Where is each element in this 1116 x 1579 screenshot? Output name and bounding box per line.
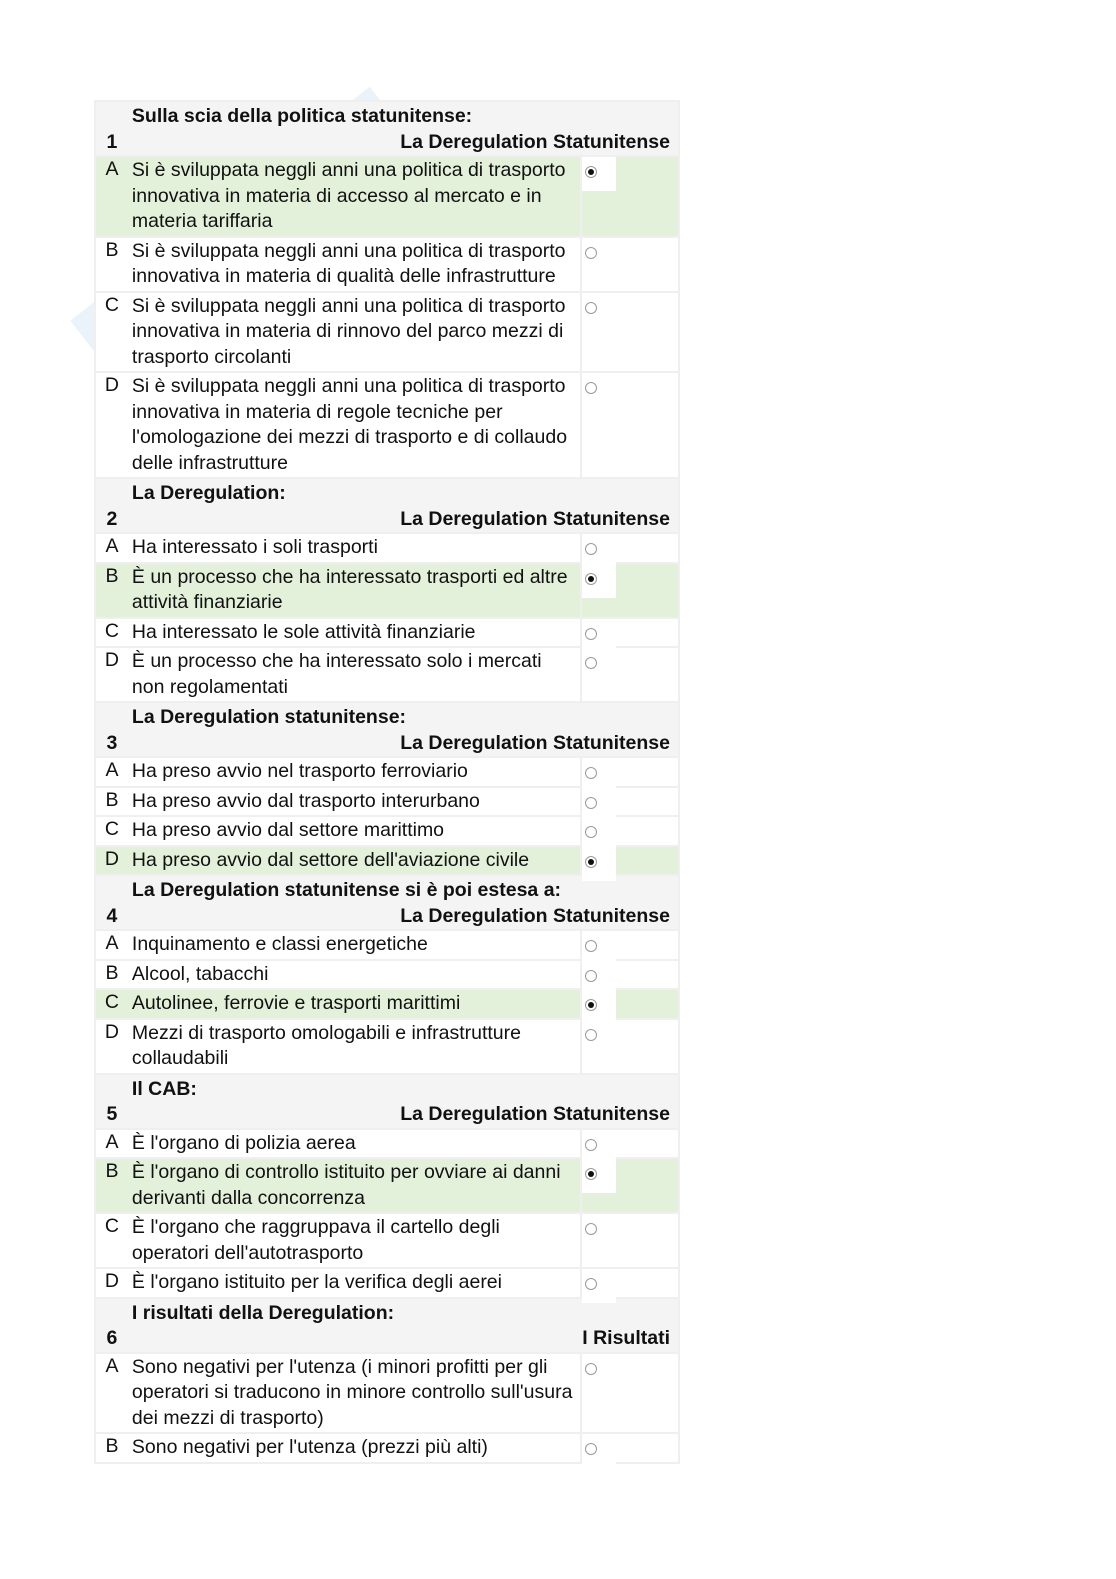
answer-letter: A bbox=[96, 1354, 128, 1433]
answer-row bbox=[96, 961, 678, 989]
radio-box bbox=[582, 373, 616, 407]
answer-row bbox=[96, 534, 678, 562]
answer-row bbox=[96, 1354, 678, 1433]
answer-radio-button[interactable] bbox=[585, 302, 597, 314]
answer-text: Si è sviluppata neggli anni una politica di trasporto innovativa in materia di accesso al mercato e in materia tariffaria bbox=[128, 157, 581, 236]
answer-radio-cell bbox=[580, 1130, 678, 1158]
answer-radio-cell bbox=[580, 564, 678, 617]
answer-letter: B bbox=[96, 961, 128, 989]
answer-letter: D bbox=[96, 1020, 128, 1073]
answer-radio-cell bbox=[580, 534, 678, 562]
answer-letter: B bbox=[96, 788, 128, 816]
question-number: 5 bbox=[96, 1075, 128, 1128]
answer-row bbox=[96, 373, 678, 477]
answer-radio-cell bbox=[580, 238, 678, 291]
answer-letter: D bbox=[96, 1269, 128, 1297]
answer-letter: B bbox=[96, 238, 128, 291]
answer-row bbox=[96, 990, 678, 1018]
radio-box bbox=[582, 1354, 616, 1388]
answer-text: È un processo che ha interessato trasporti ed altre attività finanziarie bbox=[128, 564, 581, 617]
answer-text: È un processo che ha interessato solo i mercati non regolamentati bbox=[128, 648, 581, 701]
radio-box bbox=[582, 1020, 616, 1054]
answer-row bbox=[96, 931, 678, 959]
answer-radio-cell bbox=[580, 961, 678, 989]
answer-radio-cell bbox=[580, 1020, 678, 1073]
answer-radio-button[interactable] bbox=[585, 856, 597, 868]
question-text: I risultati della Deregulation: bbox=[131, 1301, 395, 1324]
answer-text: Ha preso avvio nel trasporto ferroviario bbox=[128, 758, 581, 786]
radio-box bbox=[582, 648, 616, 682]
radio-box bbox=[582, 1214, 616, 1248]
answer-letter: B bbox=[96, 564, 128, 617]
radio-box bbox=[582, 157, 616, 191]
answer-radio-button[interactable] bbox=[585, 1443, 597, 1455]
question-text-cell bbox=[128, 102, 678, 155]
radio-box bbox=[582, 564, 616, 598]
answer-letter: C bbox=[96, 619, 128, 647]
question-text-cell bbox=[128, 1299, 678, 1352]
radio-box bbox=[582, 238, 616, 272]
answer-radio-button[interactable] bbox=[585, 970, 597, 982]
answer-radio-button[interactable] bbox=[585, 1139, 597, 1151]
answer-text: Sono negativi per l'utenza (prezzi più alti) bbox=[128, 1434, 581, 1462]
answer-row bbox=[96, 758, 678, 786]
question-text: Il CAB: bbox=[131, 1077, 197, 1100]
radio-box bbox=[582, 293, 616, 327]
question-number: 6 bbox=[96, 1299, 128, 1352]
question-number: 2 bbox=[96, 479, 128, 532]
answer-row bbox=[96, 1159, 678, 1212]
radio-box bbox=[582, 1269, 616, 1303]
answer-row bbox=[96, 619, 678, 647]
answer-radio-button[interactable] bbox=[585, 826, 597, 838]
answer-radio-button[interactable] bbox=[585, 1029, 597, 1041]
answer-radio-cell bbox=[580, 293, 678, 372]
question-topic: La Deregulation Statunitense bbox=[400, 1103, 670, 1125]
question-text-cell bbox=[128, 479, 678, 532]
answer-text: Autolinee, ferrovie e trasporti marittimi bbox=[128, 990, 581, 1018]
answer-radio-button[interactable] bbox=[585, 767, 597, 779]
question-text: La Deregulation statunitense si è poi estesa a: bbox=[131, 879, 562, 901]
answer-radio-cell bbox=[580, 648, 678, 701]
radio-box bbox=[582, 847, 616, 881]
answer-letter: A bbox=[96, 758, 128, 786]
answer-letter: C bbox=[96, 817, 128, 845]
quiz-table bbox=[94, 100, 680, 1464]
answer-radio-cell bbox=[580, 157, 678, 236]
answer-radio-cell bbox=[580, 758, 678, 786]
answer-radio-cell bbox=[580, 1214, 678, 1267]
radio-box bbox=[582, 1159, 616, 1193]
answer-text: Si è sviluppata neggli anni una politica di trasporto innovativa in materia di qualità delle infrastrutture bbox=[128, 238, 581, 291]
answer-row bbox=[96, 817, 678, 845]
answer-radio-button[interactable] bbox=[585, 657, 597, 669]
answer-row bbox=[96, 1214, 678, 1267]
answer-row bbox=[96, 847, 678, 875]
question-header bbox=[96, 102, 678, 155]
answer-letter: B bbox=[96, 1434, 128, 1462]
answer-text: Ha interessato i soli trasporti bbox=[128, 534, 581, 562]
question-text: Sulla scia della politica statunitense: bbox=[131, 105, 473, 127]
answer-letter: A bbox=[96, 931, 128, 959]
question-topic: La Deregulation Statunitense bbox=[400, 904, 670, 927]
answer-row bbox=[96, 1130, 678, 1158]
answer-text: Ha interessato le sole attività finanziarie bbox=[128, 619, 581, 647]
answer-radio-button[interactable] bbox=[585, 382, 597, 394]
question-number: 3 bbox=[96, 703, 128, 756]
answer-letter: A bbox=[96, 1130, 128, 1158]
answer-radio-button[interactable] bbox=[585, 1278, 597, 1290]
answer-text: Alcool, tabacchi bbox=[128, 961, 581, 989]
answer-radio-button[interactable] bbox=[585, 999, 597, 1011]
answer-radio-cell bbox=[580, 990, 678, 1018]
question-text-cell bbox=[128, 1075, 678, 1128]
question-text: La Deregulation: bbox=[131, 482, 286, 504]
question-header bbox=[96, 1299, 678, 1352]
answer-letter: B bbox=[96, 1159, 128, 1212]
question-text: La Deregulation statunitense: bbox=[131, 706, 407, 728]
answer-row bbox=[96, 238, 678, 291]
answer-text: È l'organo istituito per la verifica degli aerei bbox=[128, 1269, 581, 1297]
answer-letter: D bbox=[96, 648, 128, 701]
question-header bbox=[96, 876, 678, 929]
answer-letter: A bbox=[96, 157, 128, 236]
answer-text: È l'organo di controllo istituito per ovviare ai danni derivanti dalla concorrenza bbox=[128, 1159, 581, 1212]
answer-row bbox=[96, 1434, 678, 1462]
answer-text: Si è sviluppata neggli anni una politica di trasporto innovativa in materia di regole tecniche per l'omologazione dei mezzi di trasporto e di collaudo delle infrastrutture bbox=[128, 373, 581, 477]
question-number: 1 bbox=[96, 102, 128, 155]
answer-row bbox=[96, 1020, 678, 1073]
question-header bbox=[96, 479, 678, 532]
answer-radio-cell bbox=[580, 817, 678, 845]
answer-text: Mezzi di trasporto omologabili e infrastrutture collaudabili bbox=[128, 1020, 581, 1073]
answer-radio-button[interactable] bbox=[585, 1168, 597, 1180]
question-topic: I Risultati bbox=[582, 1327, 670, 1349]
answer-text: Ha preso avvio dal settore dell'aviazione civile bbox=[128, 847, 581, 875]
answer-radio-button[interactable] bbox=[585, 1223, 597, 1235]
answer-row bbox=[96, 788, 678, 816]
answer-letter: D bbox=[96, 847, 128, 875]
answer-radio-cell bbox=[580, 1159, 678, 1212]
answer-letter: A bbox=[96, 534, 128, 562]
answer-radio-button[interactable] bbox=[585, 940, 597, 952]
answer-radio-cell bbox=[580, 931, 678, 959]
answer-letter: C bbox=[96, 1214, 128, 1267]
answer-radio-button[interactable] bbox=[585, 628, 597, 640]
answer-radio-cell bbox=[580, 619, 678, 647]
question-header bbox=[96, 1075, 678, 1128]
question-topic: La Deregulation Statunitense bbox=[400, 507, 670, 530]
question-text-cell bbox=[128, 703, 678, 756]
answer-row bbox=[96, 157, 678, 236]
answer-row bbox=[96, 1269, 678, 1297]
answer-text: È l'organo che raggruppava il cartello degli operatori dell'autotrasporto bbox=[128, 1214, 581, 1267]
answer-letter: D bbox=[96, 373, 128, 477]
question-topic: La Deregulation Statunitense bbox=[400, 130, 670, 153]
answer-row bbox=[96, 564, 678, 617]
answer-row bbox=[96, 293, 678, 372]
answer-text: Ha preso avvio dal trasporto interurbano bbox=[128, 788, 581, 816]
radio-box bbox=[582, 1434, 616, 1468]
answer-text: È l'organo di polizia aerea bbox=[128, 1130, 581, 1158]
answer-radio-button[interactable] bbox=[585, 797, 597, 809]
answer-text: Si è sviluppata neggli anni una politica di trasporto innovativa in materia di rinnovo del parco mezzi di trasporto circolanti bbox=[128, 293, 581, 372]
answer-letter: C bbox=[96, 990, 128, 1018]
answer-radio-cell bbox=[580, 1354, 678, 1433]
answer-radio-button[interactable] bbox=[585, 573, 597, 585]
question-text-cell bbox=[128, 876, 678, 929]
answer-radio-cell bbox=[580, 1269, 678, 1297]
answer-radio-button[interactable] bbox=[585, 247, 597, 259]
answer-text: Inquinamento e classi energetiche bbox=[128, 931, 581, 959]
answer-radio-button[interactable] bbox=[585, 1363, 597, 1375]
answer-radio-cell bbox=[580, 847, 678, 875]
answer-row bbox=[96, 648, 678, 701]
question-number: 4 bbox=[96, 876, 128, 929]
answer-radio-button[interactable] bbox=[585, 543, 597, 555]
answer-text: Ha preso avvio dal settore marittimo bbox=[128, 817, 581, 845]
answer-text: Sono negativi per l'utenza (i minori profitti per gli operatori si traducono in minore controllo sull'usura dei mezzi di trasporto) bbox=[128, 1354, 581, 1433]
answer-radio-button[interactable] bbox=[585, 166, 597, 178]
answer-radio-cell bbox=[580, 1434, 678, 1462]
answer-radio-cell bbox=[580, 788, 678, 816]
answer-radio-cell bbox=[580, 373, 678, 477]
question-header bbox=[96, 703, 678, 756]
answer-letter: C bbox=[96, 293, 128, 372]
question-topic: La Deregulation Statunitense bbox=[400, 731, 670, 754]
